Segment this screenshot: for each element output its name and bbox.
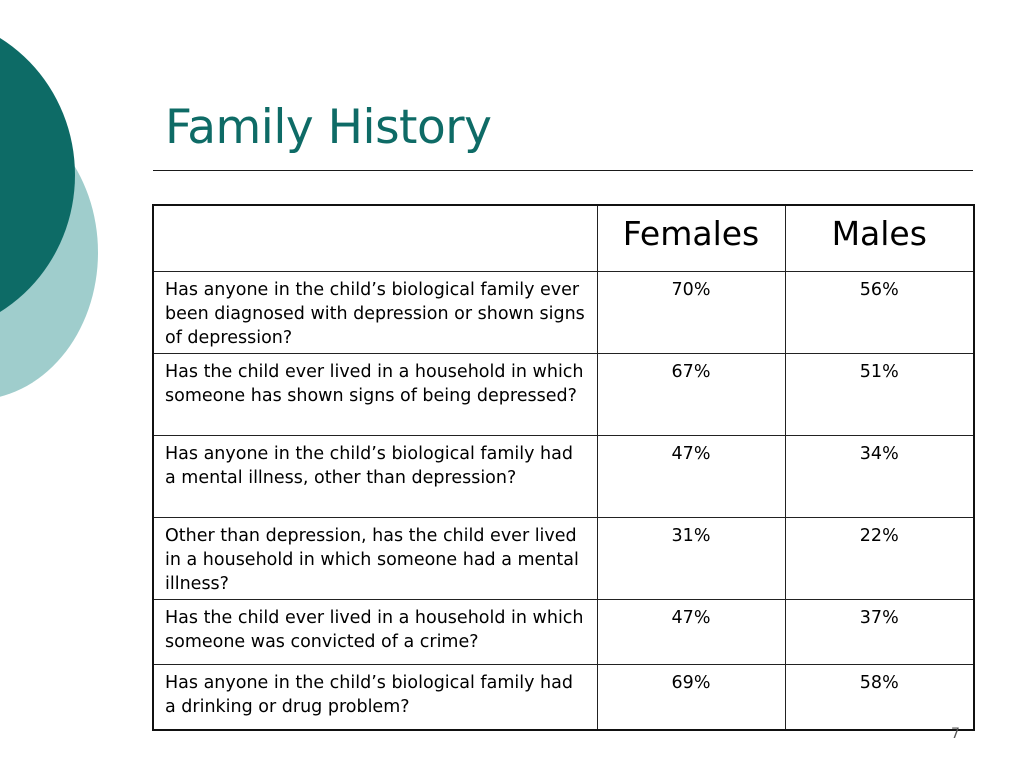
table-row [153, 271, 974, 353]
table-row [153, 518, 974, 600]
title-divider [153, 170, 973, 171]
males-value: 22% [785, 518, 974, 600]
females-value: 47% [597, 435, 785, 517]
slide-title: Family History [165, 100, 492, 155]
question-cell: Has anyone in the child’s biological family had a drinking or drug problem? [153, 665, 597, 730]
males-value: 58% [785, 665, 974, 730]
question-cell: Has anyone in the child’s biological family ever been diagnosed with depression or shown signs of depression? [153, 271, 597, 353]
males-value: 56% [785, 271, 974, 353]
question-cell: Other than depression, has the child ever lived in a household in which someone had a mental illness? [153, 518, 597, 600]
question-cell: Has the child ever lived in a household in which someone has shown signs of being depressed? [153, 353, 597, 435]
header-females: Females [597, 205, 785, 271]
females-value: 31% [597, 518, 785, 600]
header-empty-cell [153, 205, 597, 271]
females-value: 67% [597, 353, 785, 435]
question-cell: Has the child ever lived in a household in which someone was convicted of a crime? [153, 600, 597, 665]
males-value: 37% [785, 600, 974, 665]
header-males: Males [785, 205, 974, 271]
table-row [153, 435, 974, 517]
table-header-row [153, 205, 974, 271]
table-row [153, 353, 974, 435]
females-value: 47% [597, 600, 785, 665]
question-cell: Has anyone in the child’s biological family had a mental illness, other than depression? [153, 435, 597, 517]
females-value: 69% [597, 665, 785, 730]
page-number: 7 [951, 726, 960, 742]
table-row [153, 665, 974, 730]
males-value: 34% [785, 435, 974, 517]
females-value: 70% [597, 271, 785, 353]
family-history-table [152, 204, 975, 731]
table-row [153, 600, 974, 665]
males-value: 51% [785, 353, 974, 435]
